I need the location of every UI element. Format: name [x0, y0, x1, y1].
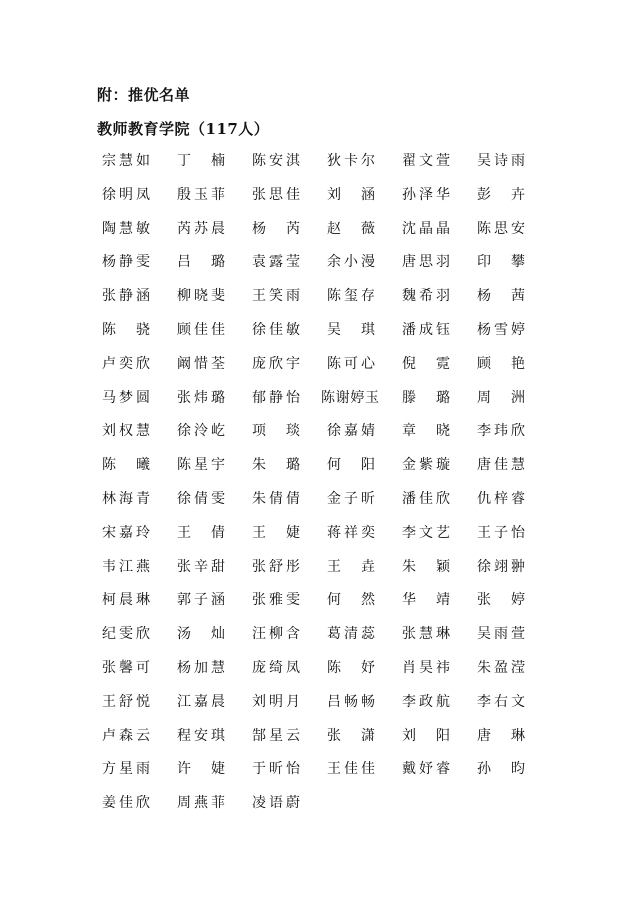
list-item: 刘权慧 [102, 423, 150, 440]
list-item: 林海青 [102, 490, 150, 507]
list-item: 许 婕 [177, 761, 225, 778]
list-item: 王佳佳 [327, 761, 375, 778]
list-item: 韦江燕 [102, 558, 150, 575]
list-item: 张舒彤 [252, 558, 300, 575]
list-item: 孙泽华 [402, 186, 450, 203]
list-item: 章 晓 [402, 423, 450, 440]
list-item: 王笑雨 [252, 288, 300, 305]
list-item: 朱倩倩 [252, 490, 300, 507]
list-item: 陈 曦 [102, 457, 150, 474]
list-item: 汪柳含 [252, 626, 300, 643]
list-item: 丁 楠 [177, 153, 225, 169]
list-item: 张馨可 [102, 659, 150, 676]
list-item: 刘明月 [252, 693, 300, 710]
list-item: 滕 璐 [402, 389, 450, 406]
list-item: 徐倩雯 [177, 490, 225, 507]
list-item: 吕畅畅 [327, 693, 375, 710]
list-item: 周燕菲 [177, 795, 225, 812]
list-item: 李政航 [402, 693, 450, 710]
list-item: 陈玺存 [327, 288, 375, 305]
list-item: 王 倩 [177, 524, 225, 541]
list-item: 唐思羽 [402, 254, 450, 271]
list-item: 殷玉菲 [177, 186, 225, 203]
list-item: 潘佳欣 [402, 490, 450, 507]
list-item: 方星雨 [102, 761, 150, 778]
list-item: 何 然 [327, 592, 375, 609]
list-item: 余小漫 [327, 254, 375, 271]
list-item: 李右文 [477, 693, 525, 710]
list-item: 王 婕 [252, 524, 300, 541]
list-item: 何 阳 [327, 457, 375, 474]
list-item: 李玮欣 [477, 423, 525, 440]
list-item: 张 潇 [327, 727, 375, 744]
list-item: 陈 妤 [327, 659, 375, 676]
list-item: 杨雪婷 [477, 321, 525, 338]
list-item: 姜佳欣 [102, 795, 150, 812]
list-item: 杨 芮 [252, 220, 300, 237]
list-item: 朱 颖 [402, 558, 450, 575]
list-item: 翟文萱 [402, 153, 450, 169]
list-item: 张辛甜 [177, 558, 225, 575]
list-item: 汤 灿 [177, 626, 225, 643]
list-item: 徐泠屹 [177, 423, 225, 440]
name-list [102, 150, 542, 826]
list-item: 刘 阳 [402, 727, 450, 744]
list-item: 柳晓斐 [177, 288, 225, 305]
list-item: 仇梓睿 [477, 490, 525, 507]
list-item: 张慧琳 [402, 626, 450, 643]
list-item: 柯晨琳 [102, 592, 150, 609]
list-item: 杨静雯 [102, 254, 150, 271]
list-item: 程安琪 [177, 727, 225, 744]
list-item: 徐明凤 [102, 186, 150, 203]
list-item: 唐 琳 [477, 727, 525, 744]
list-item: 葛清蕊 [327, 626, 375, 643]
list-item: 陈安淇 [252, 153, 300, 169]
list-item: 陈 骁 [102, 321, 150, 338]
list-item: 郜星云 [252, 727, 300, 744]
list-item: 魏希羽 [402, 288, 450, 305]
list-item: 庞欣宇 [252, 355, 300, 372]
list-item: 芮苏晨 [177, 220, 225, 237]
list-item: 顾 艳 [477, 355, 525, 372]
list-item: 朱 璐 [252, 457, 300, 474]
list-item: 蒋祥奕 [327, 524, 375, 541]
list-item: 项 琰 [252, 423, 300, 440]
list-item: 陈谢婷玉 [321, 389, 379, 406]
list-item: 庞绮凤 [252, 659, 300, 676]
list-item: 倪 霓 [402, 355, 450, 372]
list-item: 马梦圆 [102, 389, 150, 406]
list-item: 吴诗雨 [477, 153, 525, 169]
section-title: 教师教育学院（117人） [97, 120, 270, 138]
list-item: 陈思安 [477, 220, 525, 237]
list-item: 张 婷 [477, 592, 525, 609]
list-item: 唐佳慧 [477, 457, 525, 474]
list-item: 赵 薇 [327, 220, 375, 237]
list-item: 王舒悦 [102, 693, 150, 710]
list-item: 彭 卉 [477, 186, 525, 203]
list-item: 狄卡尔 [327, 153, 375, 169]
list-item: 徐佳敏 [252, 321, 300, 338]
list-item: 华 靖 [402, 592, 450, 609]
list-item: 郁静怡 [252, 389, 300, 406]
list-item: 吴雨萱 [477, 626, 525, 643]
list-item: 徐翊翀 [477, 558, 525, 575]
list-item: 宋嘉玲 [102, 524, 150, 541]
list-item: 杨 茜 [477, 288, 525, 305]
list-item: 袁露莹 [252, 254, 300, 271]
list-item: 宗慧如 [102, 153, 150, 169]
list-item: 金子昕 [327, 490, 375, 507]
list-item: 卢森云 [102, 727, 150, 744]
list-item: 陈可心 [327, 355, 375, 372]
list-item: 周 洲 [477, 389, 525, 406]
list-item: 江嘉晨 [177, 693, 225, 710]
list-item: 卢奕欣 [102, 355, 150, 372]
list-item: 沈晶晶 [402, 220, 450, 237]
list-item: 顾佳佳 [177, 321, 225, 338]
list-item: 王 垚 [327, 558, 375, 575]
list-item: 肖昊祎 [402, 659, 450, 676]
list-item: 金紫璇 [402, 457, 450, 474]
list-item: 纪雯欣 [102, 626, 150, 643]
list-item: 张雅雯 [252, 592, 300, 609]
list-item: 孙 昀 [477, 761, 525, 778]
list-item: 凌语蔚 [252, 795, 300, 812]
list-item: 阚惜荃 [177, 355, 225, 372]
attachment-heading: 附：推优名单 [97, 86, 191, 104]
list-item: 陈星宇 [177, 457, 225, 474]
list-item: 潘成钰 [402, 321, 450, 338]
list-item: 于昕怡 [252, 761, 300, 778]
list-item: 杨加慧 [177, 659, 225, 676]
list-item: 印 攀 [477, 254, 525, 271]
list-item: 张思佳 [252, 186, 300, 203]
list-item: 郭子涵 [177, 592, 225, 609]
list-item: 陶慧敏 [102, 220, 150, 237]
list-item: 王子怡 [477, 524, 525, 541]
list-item: 徐嘉婧 [327, 423, 375, 440]
list-item: 张静涵 [102, 288, 150, 305]
list-item: 朱盈滢 [477, 659, 525, 676]
list-item: 张炜璐 [177, 389, 225, 406]
list-item: 吴 琪 [327, 321, 375, 338]
list-item: 戴妤睿 [402, 761, 450, 778]
list-item: 吕 璐 [177, 254, 225, 271]
list-item: 李文艺 [402, 524, 450, 541]
list-item: 刘 涵 [327, 186, 375, 203]
